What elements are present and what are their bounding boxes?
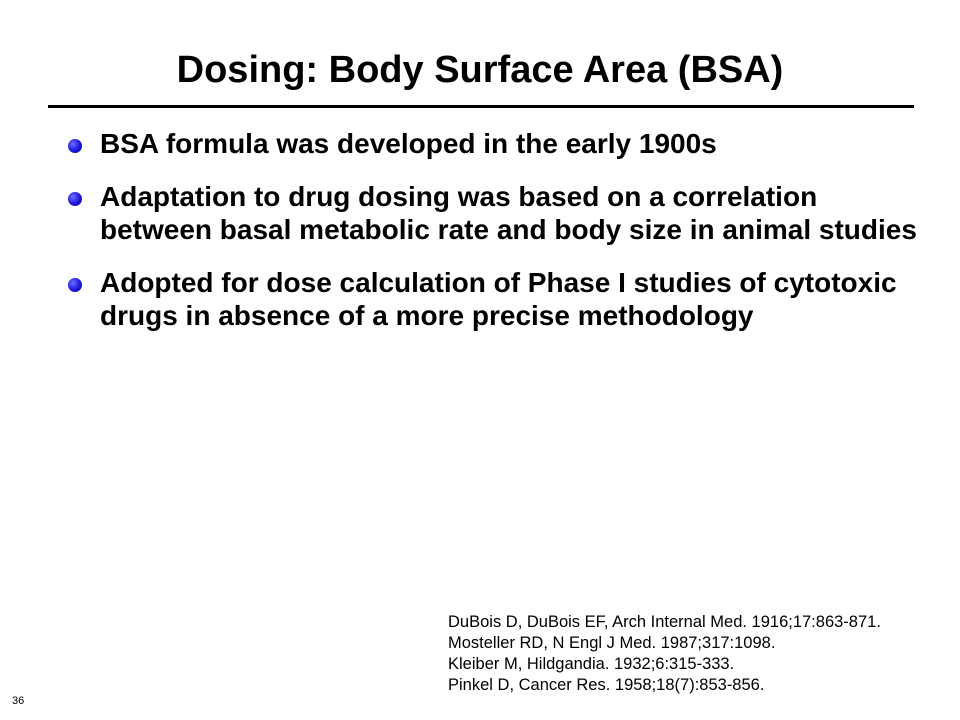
bullet-list: [66, 127, 926, 352]
reference-item: Mosteller RD, N Engl J Med. 1987;317:1098.: [448, 634, 776, 652]
bullet-item: [66, 266, 926, 332]
reference-item: DuBois D, DuBois EF, Arch Internal Med. 1916;17:863-871.: [448, 613, 881, 631]
references-list: [448, 612, 948, 696]
reference-item: Kleiber M, Hildgandia. 1932;6:315-333.: [448, 655, 735, 673]
bullet-text: Adaptation to drug dosing was based on a correlation between basal metabolic rate and body size in animal studies: [100, 181, 917, 245]
title-divider: [48, 105, 914, 108]
bullet-dot-icon: [68, 139, 82, 153]
slide-title: Dosing: Body Surface Area (BSA): [176, 49, 784, 91]
bullet-dot-icon: [68, 192, 82, 206]
reference-item: Pinkel D, Cancer Res. 1958;18(7):853-856.: [448, 676, 765, 694]
bullet-item: [66, 127, 926, 160]
bullet-text: Adopted for dose calculation of Phase I studies of cytotoxic drugs in absence of a more precise methodology: [100, 267, 897, 331]
bullet-text: BSA formula was developed in the early 1900s: [100, 128, 717, 159]
bullet-dot-icon: [68, 278, 82, 292]
bullet-item: [66, 180, 926, 246]
slide-number: 36: [12, 695, 25, 707]
